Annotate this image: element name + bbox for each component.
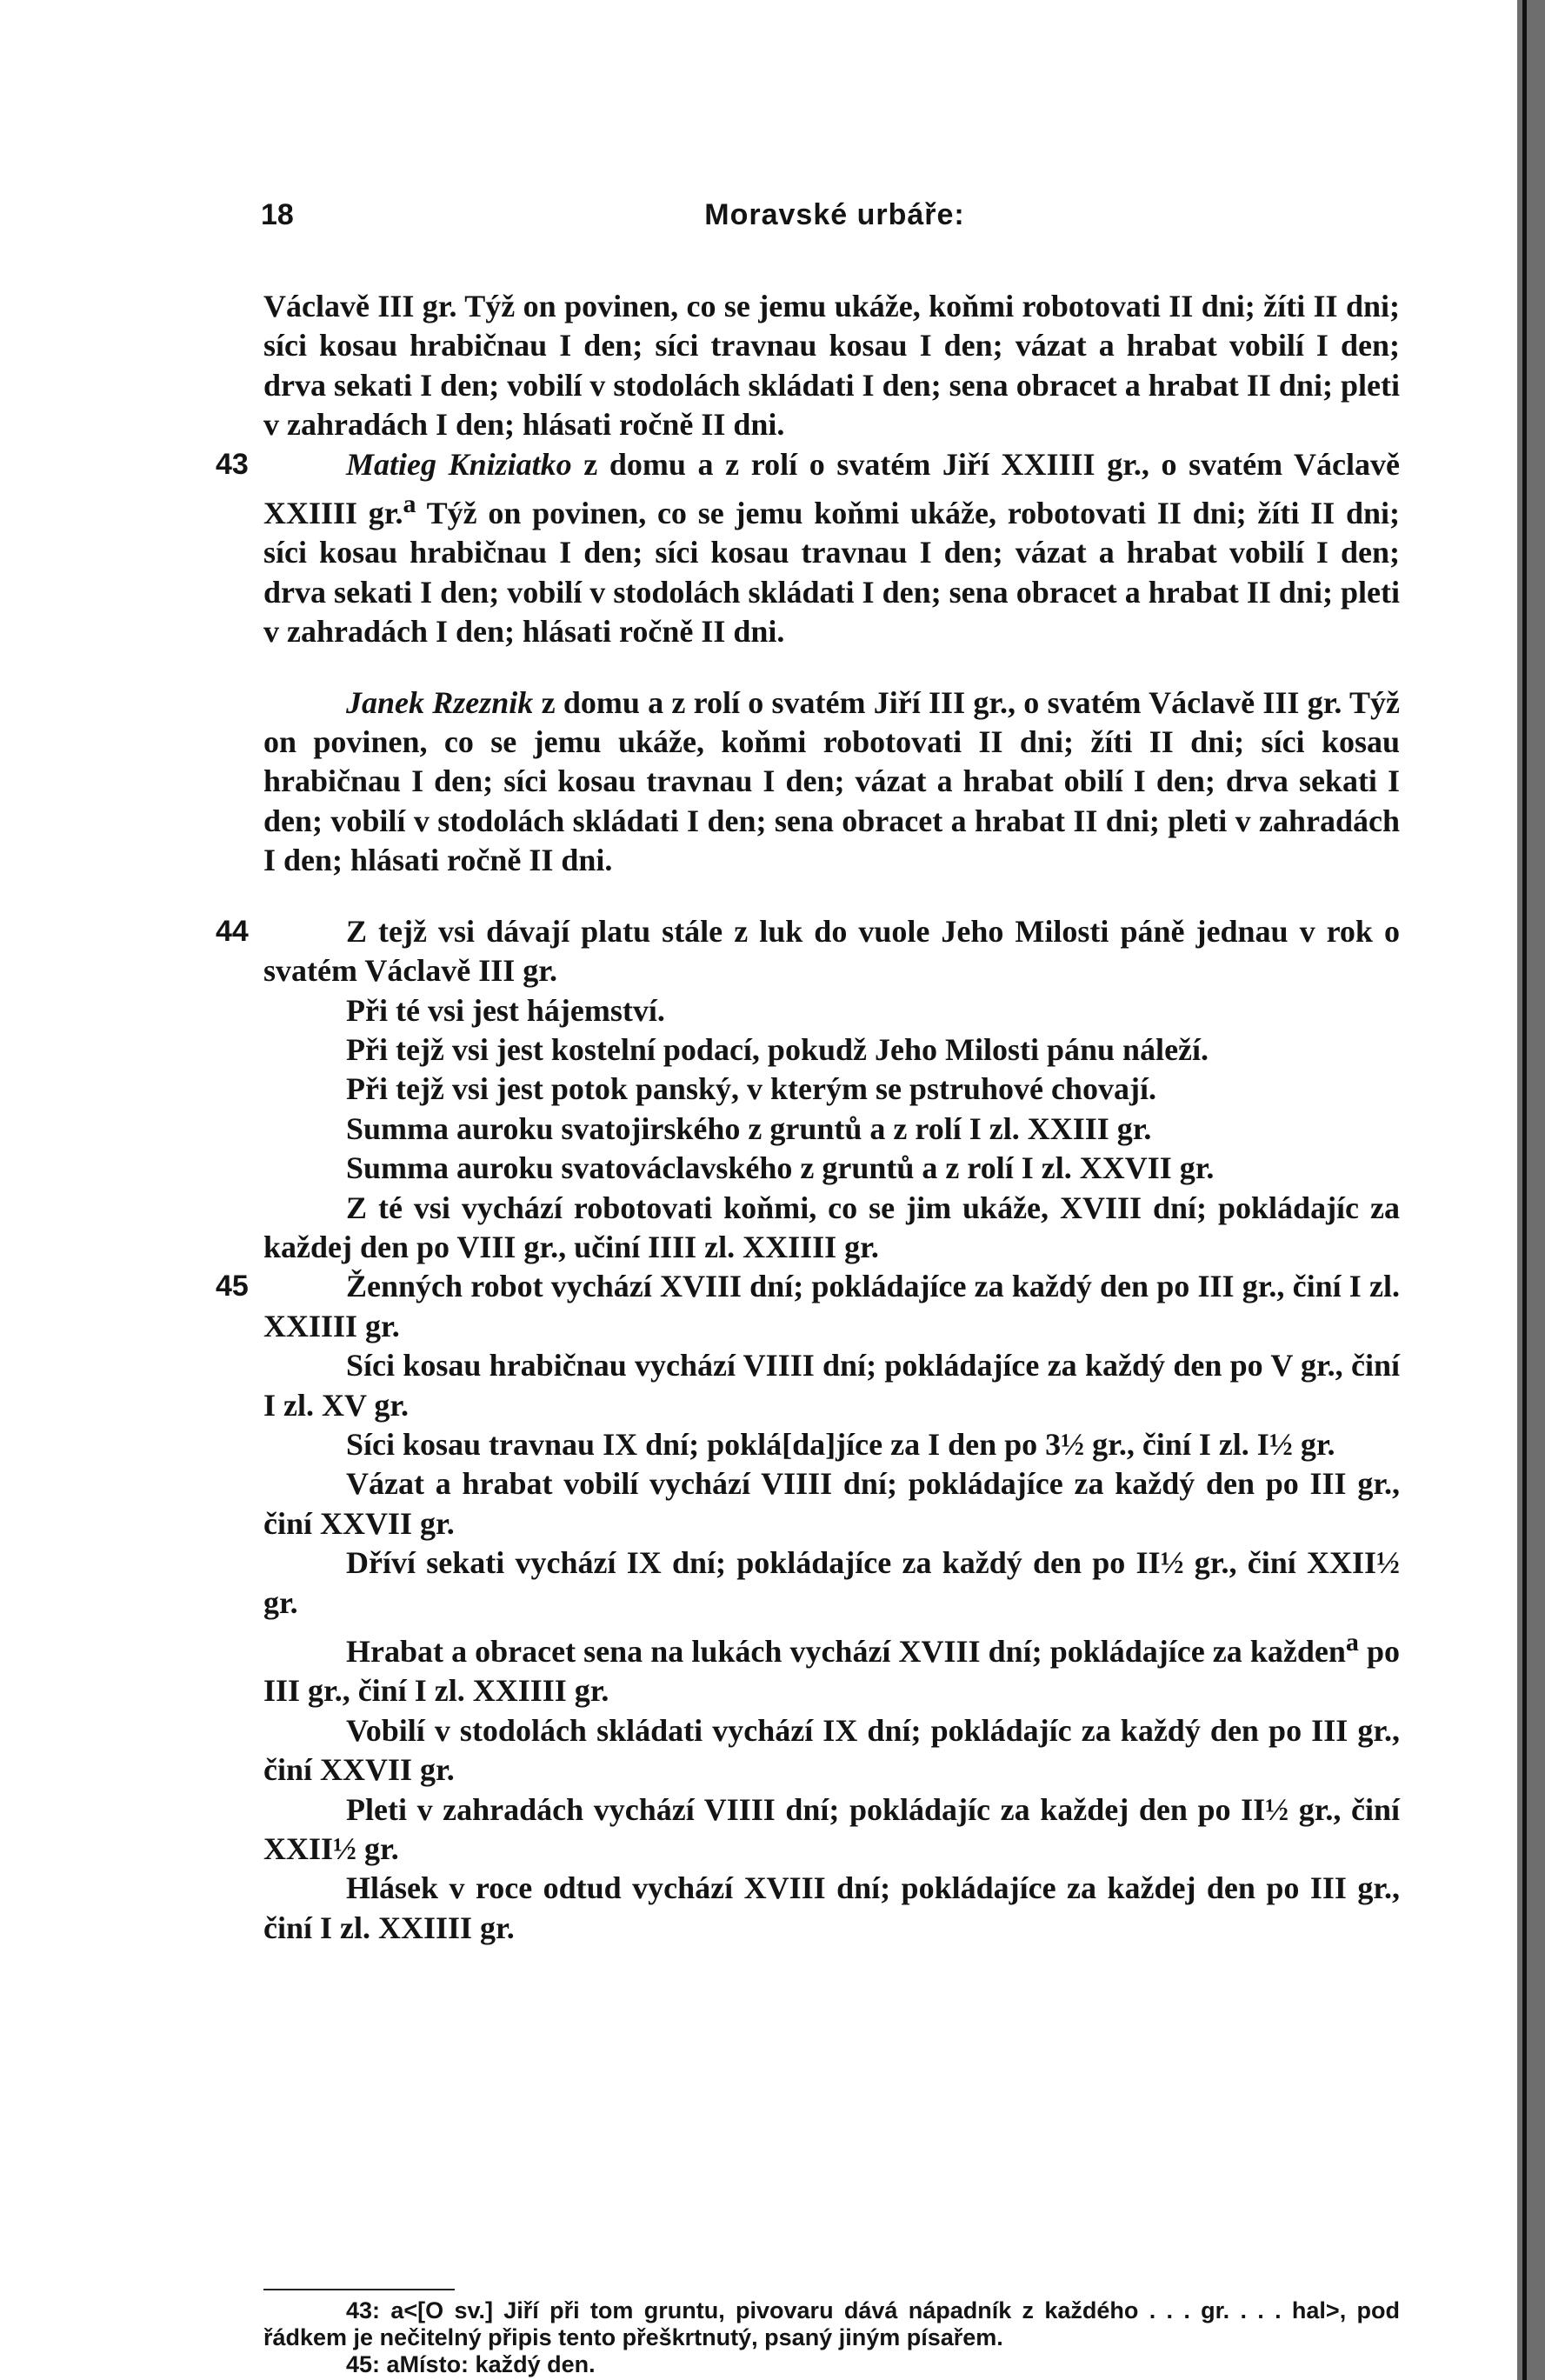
entry-45-line-1: Ženných robot vychází XVIII dní; pokládajíce za každý den po III gr., činí I zl. XXIIII gr. [263, 1269, 1400, 1343]
entry-44-line-7: Z té vsi vychází robotovati koňmi, co se jim ukáže, XVIII dní; pokládajíc za každej den po VIII gr., učiní IIII zl. XXIIII gr. [263, 1190, 1400, 1264]
fraction-half: ½ [333, 1831, 357, 1867]
person-name-janek: Janek Rzeznik [346, 684, 534, 720]
entry-44-line-3: Při tejž vsi jest kostelní podací, pokudž Jeho Milosti pánu náleží. [346, 1031, 1209, 1067]
fraction-half: ½ [1269, 1426, 1293, 1462]
footnote-mark-45: a [1345, 1628, 1359, 1657]
footnote-43-label: 43: [346, 2297, 381, 2323]
entry-43-text [263, 445, 1400, 652]
entry-44 [216, 912, 1400, 1268]
margin-number-44: 44 [216, 914, 249, 948]
entry-43-text-a: z domu a z rolí o svatém Jiří XXIIII gr., o svatém Václavě XXIIII gr. [263, 446, 1401, 531]
line-3-part-e: gr. [1292, 1426, 1335, 1462]
entry-45-line-2: Síci kosau hrabičnau vychází VIIII dní; pokládajíce za každý den po V gr., činí I zl. XV gr. [263, 1348, 1400, 1423]
fraction-half: ½ [1265, 1791, 1289, 1827]
entry-45-line-6 [263, 1623, 1400, 1711]
line-5-part-a: Dříví sekati vychází IX dní; pokládajíce za každý den po II [346, 1545, 1161, 1581]
running-title: Moravské urbáře: [704, 198, 965, 231]
page-number: 18 [261, 198, 294, 231]
line-6-part-a: Hrabat a obracet sena na lukách vychází XVIII dní; pokládajíce za každen [346, 1634, 1346, 1669]
footnote-45-label: 45: [346, 2351, 381, 2377]
line-6-part-b: po III gr., činí I zl. XXIIII gr. [263, 1634, 1400, 1709]
footnotes [263, 2297, 1400, 2378]
line-8-part-c: gr., činí XXII [263, 1791, 1400, 1867]
margin-number-43: 43 [216, 447, 249, 481]
fraction-half: ½ [1376, 1545, 1400, 1581]
footnote-45 [263, 2351, 1400, 2378]
line-8-part-e: gr. [356, 1831, 399, 1867]
fraction-half: ½ [1160, 1545, 1184, 1581]
entry-44-line-6: Summa auroku svatováclavského z gruntů a z rolí I zl. XXVII gr. [346, 1150, 1215, 1186]
line-3-part-a: Síci kosau travnau IX dní; poklá[da]jíce za I den po 3 [346, 1426, 1062, 1462]
line-5-part-c: gr., činí XXII [1183, 1545, 1376, 1581]
footnote-43-text: a<[O sv.] Jiří při tom gruntu, pivovaru dává nápadník z každého . . . gr. . . . hal>, pod řádkem je nečitelný připis tento přeškrtnutý, psaný jiným písařem. [263, 2297, 1400, 2350]
entry-44-line-1: Z tejž vsi dávají platu stále z luk do vuole Jeho Milosti páně jednau v rok o svatém Václavě III gr. [263, 913, 1400, 989]
person-name-matieg: Matieg Kniziatko [346, 446, 572, 482]
entry-44-line-4: Při tejž vsi jest potok panský, v kterým se pstruhové chovají. [346, 1071, 1156, 1107]
entry-45-line-8 [263, 1790, 1400, 1870]
entry-45-line-5 [263, 1543, 1400, 1623]
entry-45-line-9: Hlásek v roce odtud vychází XVIII dní; pokládajíce za každej den po III gr., činí I zl. XXIIII gr. [263, 1870, 1400, 1945]
page-header [261, 198, 1408, 242]
fraction-half: ½ [1061, 1426, 1085, 1462]
footnote-43 [263, 2297, 1400, 2351]
line-8-part-a: Pleti v zahradách vychází VIIII dní; pokládajíc za každej den po II [346, 1791, 1266, 1827]
body-text [216, 287, 1401, 1948]
entry-45-line-4: Vázat a hrabat vobilí vychází VIIII dní; pokládajíce za každý den po III gr., činí XXVII gr. [263, 1466, 1400, 1541]
entry-43-text-b: Týž on povinen, co se jemu koňmi ukáže, robotovati II dni; žíti II dni; síci kosau hrabičnau I den; síci kosau travnau I den; vázat a hrabat vobilí I den; drva sekati I den; vobilí v stodolách skládati I den; sena obracet a hrabat II dni; pleti v zahradách I den; hlásati ročně II dni. [263, 496, 1400, 650]
paragraph-continuation: Václavě III gr. Týž on povinen, co se jemu ukáže, koňmi robotovati II dni; žíti II dni; síci kosau hrabičnau I den; síci travnau kosau I den; vázat a hrabat vobilí I den; drva sekati I den; vobilí v stodolách skládati I den; sena obracet a hrabat II dni; pleti v zahradách I den; hlásati ročně II dni. [263, 289, 1400, 443]
line-5-part-e: gr. [263, 1584, 298, 1620]
entry-43 [216, 445, 1401, 652]
footnote-45-text: aMísto: každý den. [386, 2351, 596, 2377]
footnote-rule [263, 2289, 455, 2290]
entry-44-line-5: Summa auroku svatojirského z gruntů a z rolí I zl. XXIII gr. [346, 1110, 1152, 1146]
entry-45-line-7: Vobilí v stodolách skládati vychází IX dní; pokládajíc za každý den po III gr., činí XXVII gr. [263, 1712, 1400, 1788]
entry-janek-text: z domu a z rolí o svatém Jiří III gr., o svatém Václavě III gr. Týž on povinen, co se jemu ukáže, koňmi robotovati II dni; žíti II dni; síci kosau hrabičnau I den; síci kosau travnau I den; vázat a hrabat obilí I den; drva sekati I den; vobilí v stodolách skládati I den; sena obracet a hrabat II dni; pleti v zahradách I den; hlásati ročně II dni. [263, 684, 1400, 878]
scan-edge [1517, 0, 1545, 2380]
entry-45-line-3 [263, 1425, 1400, 1464]
footnote-mark-43: a [403, 490, 416, 519]
line-3-part-c: gr., činí I zl. I [1084, 1426, 1269, 1462]
entry-45 [216, 1267, 1400, 1948]
entry-janek [263, 683, 1400, 881]
entry-44-line-2: Při té vsi jest hájemství. [346, 992, 665, 1028]
margin-number-45: 45 [216, 1270, 249, 1303]
